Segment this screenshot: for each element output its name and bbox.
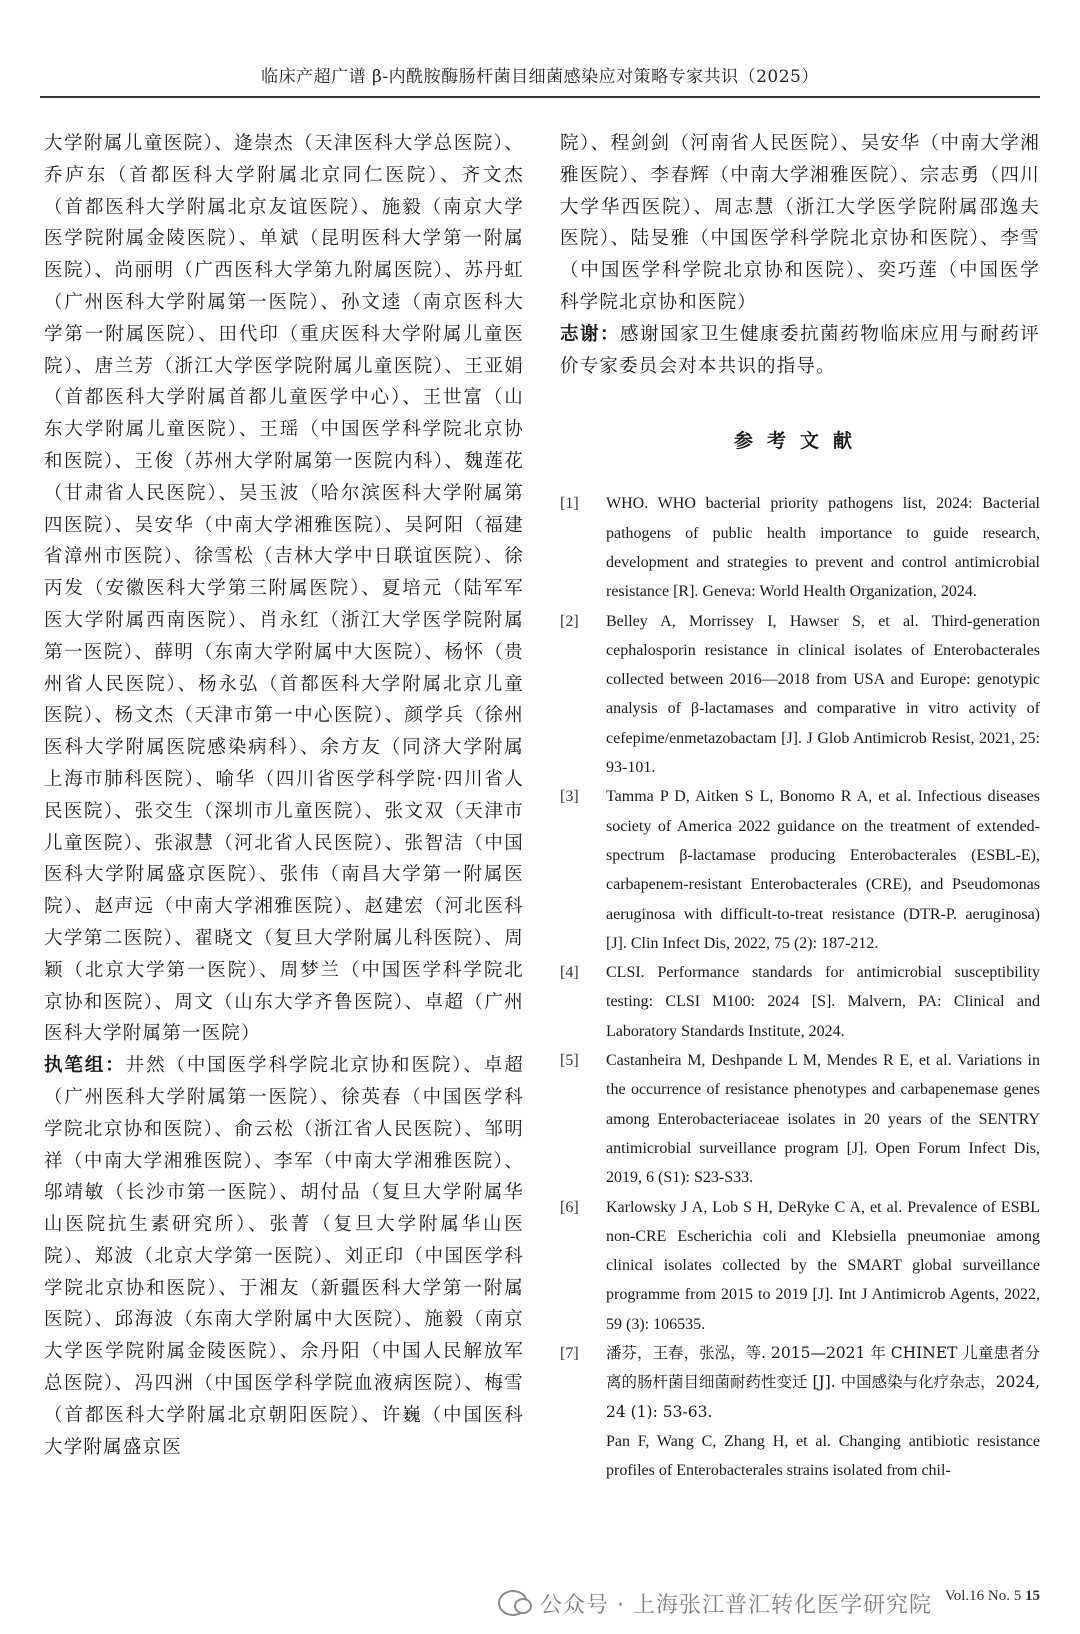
reference-text: Belley A, Morrissey I, Hawser S, et al. Third-generation cephalosporin resistance in clinical isolates of Enterobacterales collected between 2016—2018 from USA and Europe: genotypic analysis of β-lactamases and comparative in vitro activity of cefepime/enmetazobactam [J]. J Glob Antimicrob Resist, 2021, 25: 93-101. — [606, 612, 1040, 777]
reference-number: [6] — [560, 1198, 579, 1216]
reference-item — [560, 958, 1040, 1046]
page-number: 15 — [1025, 1588, 1040, 1604]
reference-item — [560, 489, 1040, 606]
reference-item — [560, 1193, 1040, 1339]
header-rule — [40, 96, 1040, 98]
reference-list — [560, 489, 1040, 1485]
wechat-icon — [498, 1590, 528, 1616]
reference-text: Castanheira M, Deshpande L M, Mendes R E, et al. Variations in the occurrence of resistance phenotypes and carbapenemase genes among Enterobacteriaceae isolates in 20 years of the SENTRY antimicrobial surveillance program [J]. Open Forum Infect Dis, 2019, 6 (S1): S23-S33. — [606, 1052, 1040, 1187]
watermark-text: 公众号 · 上海张江普汇转化医学研究院 — [540, 1592, 932, 1618]
footer-issue — [945, 1588, 1040, 1605]
reference-item — [560, 1046, 1040, 1192]
writing-group-text: 井然（中国医学科学院北京协和医院）、卓超（广州医科大学附属第一医院）、徐英春（中国医学科学院北京协和医院）、俞云松（浙江省人民医院）、邹明祥（中南大学湘雅医院）、李军（中南大学湘雅医院）、邬靖敏（长沙市第一医院）、胡付品（复旦大学附属华山医院抗生素研究所）、张菁（复旦大学附属华山医院）、郑波（北京大学第一医院）、刘正印（中国医学科学院北京协和医院）、于湘友（新疆医科大学第一附属医院）、邱海波（东南大学附属中大医院）、施毅（南京大学医学院附属金陵医院）、佘丹阳（中国人民解放军总医院）、冯四洲（中国医学科学院血液病医院）、梅雪（首都医科大学附属北京朝阳医院）、许巍（中国医科大学附属盛京医 — [44, 1055, 524, 1458]
acknowledgment-label: 志谢： — [560, 323, 621, 345]
running-header-title: 临床产超广谱 β-内酰胺酶肠杆菌目细菌感染应对策略专家共识（2025） — [261, 67, 819, 87]
reference-number: [5] — [560, 1052, 579, 1070]
reference-text: CLSI. Performance standards for antimicrobial susceptibility testing: CLSI M100: 2024 [S]. Malvern, PA: Clinical and Laboratory Standards Institute, 2024. — [606, 964, 1040, 1040]
members-continued-text: 院）、程剑剑（河南省人民医院）、吴安华（中南大学湘雅医院）、李春辉（中南大学湘雅医院）、宗志勇（四川大学华西医院）、周志慧（浙江大学医学院附属邵逸夫医院）、陆旻雅（中国医学科学院北京协和医院）、李雪（中国医学科学院北京协和医院）、奕巧莲（中国医学科学院北京协和医院） — [560, 133, 1040, 313]
reference-english-translation: Pan F, Wang C, Zhang H, et al. Changing antibiotic resistance profiles of Enterobacterales strains isolated from chil- — [606, 1432, 1040, 1480]
reference-item — [560, 782, 1040, 958]
reference-text: WHO. WHO bacterial priority pathogens list, 2024: Bacterial pathogens of public health importance to guide research, development and strategies to prevent and control antimicrobial resistance [R]. Geneva: World Health Organization, 2024. — [606, 495, 1040, 601]
reference-text: 潘芬，王春，张泓，等. 2015—2021 年 CHINET 儿童患者分离的肠杆菌目细菌耐药性变迁 [J]. 中国感染与化疗杂志，2024, 24 (1): 53-63. — [606, 1343, 1040, 1421]
reference-number: [2] — [560, 612, 579, 630]
references-heading: 参考文献 — [733, 430, 866, 453]
reference-text: Tamma P D, Aitken S L, Bonomo R A, et al. Infectious diseases society of America 2022 guidance on the treatment of extended-spectrum β-lactamase producing Enterobacterales (ESBL-E), carbapenem-resistant Enterobacterales (CRE), and Pseudomonas aeruginosa with difficult-to-treat resistance (DTR-P. aeruginosa) [J]. Clin Infect Dis, 2022, 75 (2): 187-212. — [606, 788, 1040, 952]
writing-group-label: 执笔组： — [44, 1055, 126, 1077]
reference-item — [560, 607, 1040, 783]
reference-number: [3] — [560, 788, 579, 806]
issue-label: Vol.16 No. 5 — [944, 1588, 1022, 1604]
reference-number: [7] — [560, 1344, 579, 1362]
acknowledgment-text: 感谢国家卫生健康委抗菌药物临床应用与耐药评价专家委员会对本共识的指导。 — [560, 323, 1040, 377]
right-column — [560, 128, 1040, 1485]
reference-text: Karlowsky J A, Lob S H, DeRyke C A, et al. Prevalence of ESBL non-CRE Escherichia coli and Klebsiella pneumoniae among clinical isolates collected by the SMART global surveillance programme from 2015 to 2019 [J]. Int J Antimicrob Agents, 2022, 59 (3): 106535. — [606, 1198, 1040, 1333]
reference-item — [560, 1339, 1040, 1427]
committee-members-text: 大学附属儿童医院）、逄崇杰（天津医科大学总医院）、乔庐东（首都医科大学附属北京同仁医院）、齐文杰（首都医科大学附属北京友谊医院）、施毅（南京大学医学院附属金陵医院）、单斌（昆明医科大学第一附属医院）、尚丽明（广西医科大学第九附属医院）、苏丹虹（广州医科大学附属第一医院）、孙文逵（南京医科大学第一附属医院）、田代印（重庆医科大学附属儿童医院）、唐兰芳（浙江大学医学院附属儿童医院）、王亚娟（首都医科大学附属首都儿童医学中心）、王世富（山东大学附属儿童医院）、王瑶（中国医学科学院北京协和医院）、王俊（苏州大学附属第一医院内科）、魏莲花（甘肃省人民医院）、吴玉波（哈尔滨医科大学附属第四医院）、吴安华（中南大学湘雅医院）、吴阿阳（福建省漳州市医院）、徐雪松（吉林大学中日联谊医院）、徐丙发（安徽医科大学第三附属医院）、夏培元（陆军军医大学附属西南医院）、肖永红（浙江大学医学院附属第一医院）、薛明（东南大学附属中大医院）、杨怀（贵州省人民医院）、杨永弘（首都医科大学附属北京儿童医院）、杨文杰（天津市第一中心医院）、颜学兵（徐州医科大学附属医院感染病科）、余方友（同济大学附属上海市肺科医院）、喻华（四川省医学科学院·四川省人民医院）、张交生（深圳市儿童医院）、张文双（天津市儿童医院）、张淑慧（河北省人民医院）、张智洁（中国医科大学附属盛京医院）、张伟（南昌大学第一附属医院）、赵声远（中南大学湘雅医院）、赵建宏（河北医科大学第二医院）、翟晓文（复旦大学附属儿科医院）、周颖（北京大学第一医院）、周梦兰（中国医学科学院北京协和医院）、周文（山东大学齐鲁医院）、卓超（广州医科大学附属第一医院） — [44, 133, 524, 1045]
reference-number: [4] — [560, 964, 579, 982]
watermark — [498, 1583, 932, 1623]
left-column — [44, 128, 524, 1463]
reference-number: [1] — [560, 495, 579, 513]
